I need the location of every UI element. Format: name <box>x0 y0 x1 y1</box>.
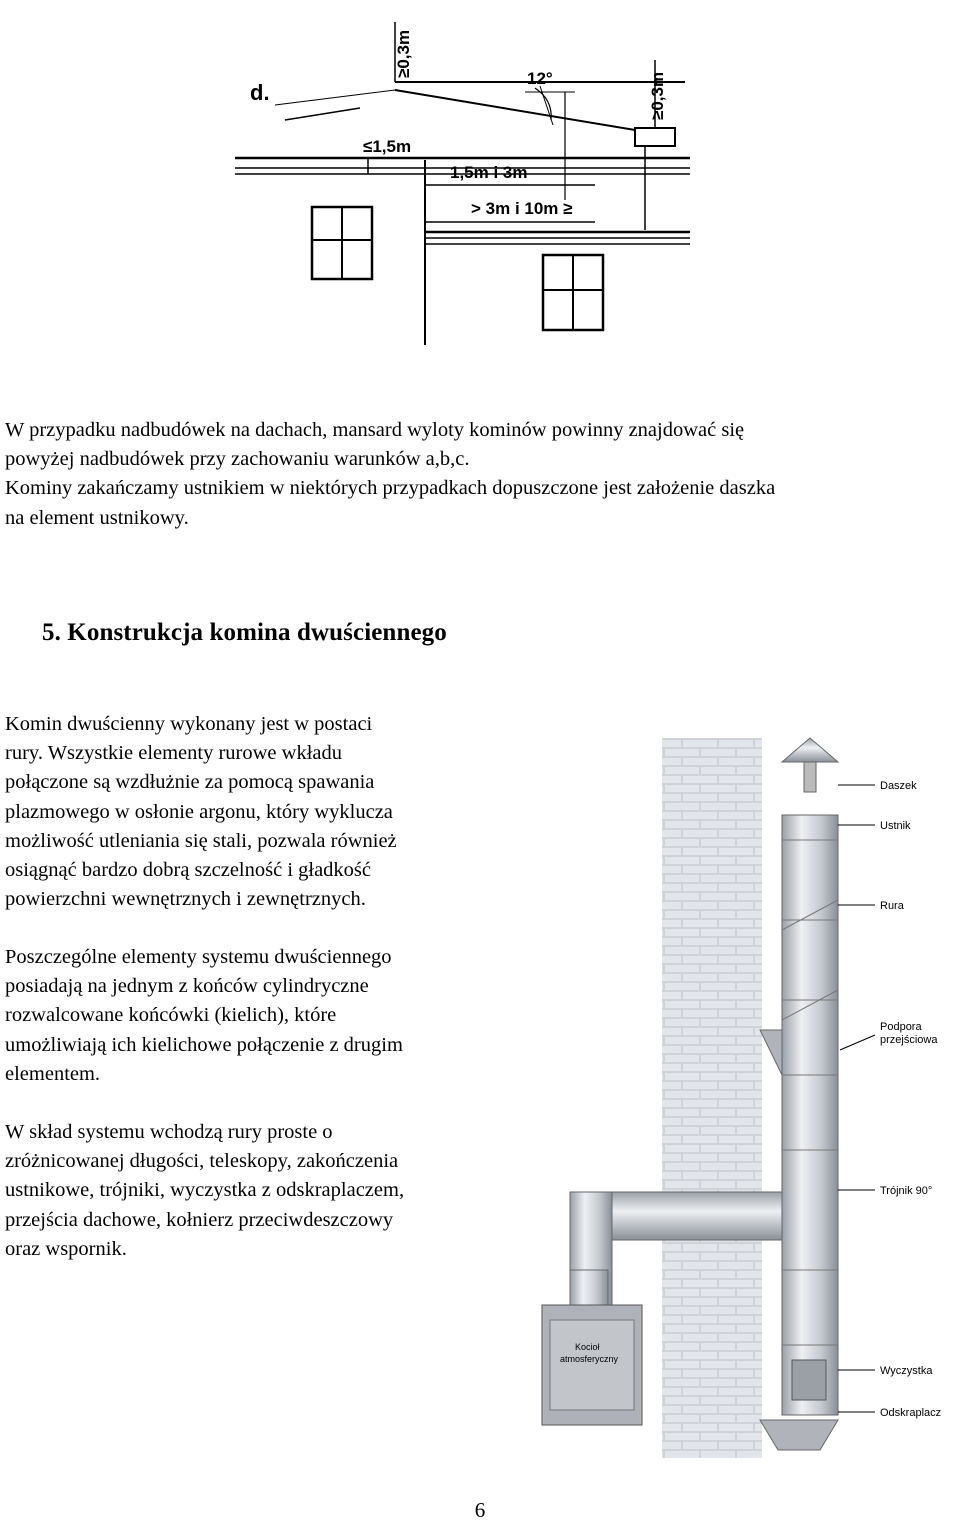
dim-top-label: ≥0,3m <box>394 29 413 78</box>
text-line: możliwość utleniania się stali, pozwala również <box>5 829 397 852</box>
text-line: rozwalcowane końcówki (kielich), które <box>5 1004 337 1027</box>
paragraph-elements <box>5 943 485 1089</box>
text-line: Komin dwuścienny wykonany jest w postaci <box>5 713 373 735</box>
dim-mid-label: 1,5m i 3m <box>450 163 528 182</box>
double-wall-chimney-diagram <box>520 730 960 1460</box>
dim-bottom-label: > 3m i 10m ≥ <box>471 199 573 218</box>
intro-line: Kominy zakańczamy ustnikiem w niektórych przypadkach dopuszczone jest założenie daszka <box>5 477 776 500</box>
text-line: zróżnicowanej długości, teleskopy, zakończenia <box>5 1150 399 1173</box>
angle-label: 12° <box>527 69 553 88</box>
label-przejsciowa: przejściowa <box>880 1034 938 1046</box>
intro-line: na element ustnikowy. <box>5 506 189 529</box>
text-line: osiągnąć bardzo dobrą szczelność i gładkość <box>5 859 372 882</box>
page-number: 6 <box>474 1498 486 1522</box>
text-line: oraz wspornik. <box>5 1237 127 1260</box>
paragraph-construction <box>5 710 465 914</box>
dim-right-label: ≥0,3m <box>648 71 667 120</box>
label-podpora: Podpora <box>880 1021 922 1033</box>
label-trojnik: Trójnik 90° <box>880 1185 933 1197</box>
text-line: rury. Wszystkie elementy rurowe wkładu <box>5 742 343 765</box>
text-line: Poszczególne elementy systemu dwuściennego <box>5 946 392 968</box>
label-odskraplacz: Odskraplacz <box>880 1407 942 1419</box>
text-line: powierzchni wewnętrznych i zewnętrznych. <box>5 888 366 911</box>
label-d: d. <box>250 80 270 105</box>
text-line: przejścia dachowe, kołnierz przeciwdeszczowy <box>5 1208 394 1231</box>
brick-wall <box>662 738 762 1458</box>
text-line: ustnikowe, trójniki, wyczystka z odskraplaczem, <box>5 1179 405 1202</box>
text-line: połączone są wzdłużnie za pomocą spawania <box>5 771 375 794</box>
dim-left-label: ≤1,5m <box>363 137 412 156</box>
text-line: plazmowego w osłonie argonu, który wyklucza <box>5 800 393 823</box>
roof-chimney-diagram <box>235 0 695 345</box>
section-heading: 5. Konstrukcja komina dwuściennego <box>42 619 447 646</box>
paragraph-system <box>5 1118 505 1264</box>
label-atmosferyczny: atmosferyczny <box>560 1354 619 1364</box>
intro-line: powyżej nadbudówek przy zachowaniu warunków a,b,c. <box>5 448 470 471</box>
text-line: posiadają na jednym z końców cylindryczne <box>5 975 369 998</box>
text-line: elementem. <box>5 1062 101 1085</box>
label-rura: Rura <box>880 900 904 912</box>
label-daszek: Daszek <box>880 780 917 792</box>
label-kociol: Kocioł <box>575 1342 600 1352</box>
intro-line: W przypadku nadbudówek na dachach, mansard wyloty kominów powinny znajdować się <box>5 419 745 441</box>
text-line: W skład systemu wchodzą rury proste o <box>5 1121 333 1143</box>
intro-paragraph <box>5 416 955 533</box>
text-line: umożliwiają ich kielichowe połączenie z drugim <box>5 1033 403 1056</box>
label-ustnik: Ustnik <box>880 820 911 832</box>
label-wyczystka: Wyczystka <box>880 1365 933 1377</box>
